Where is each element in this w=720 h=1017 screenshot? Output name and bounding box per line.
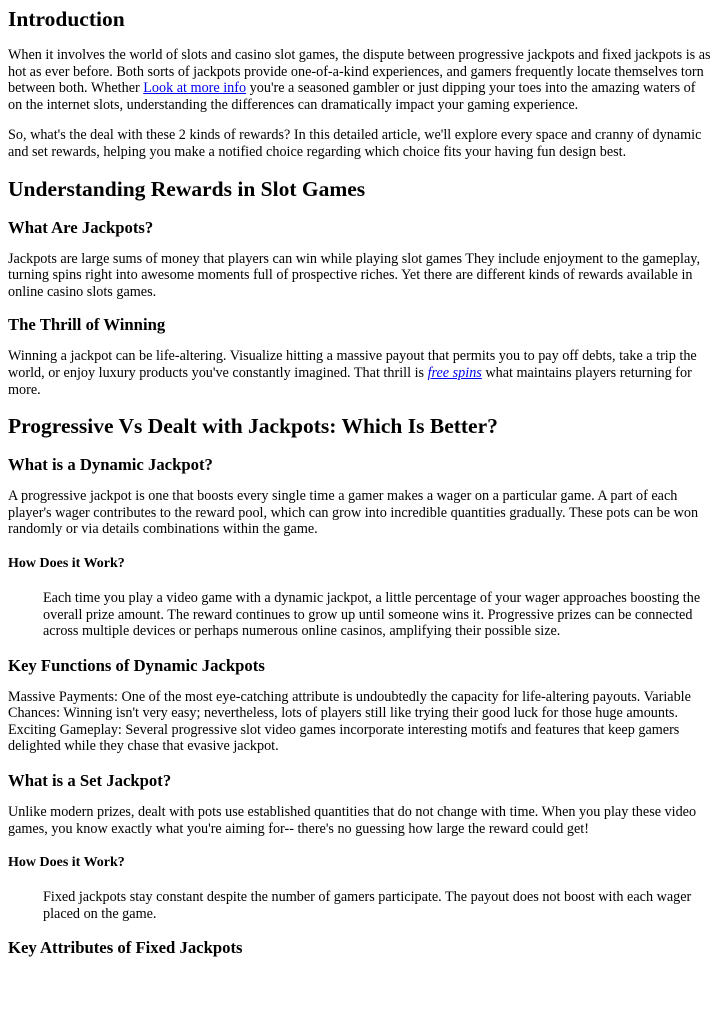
- thrill-text-a: Winning a jackpot can be life-altering. Visualize hitting a massive payout that permits you to pay off debts, take a trip the world, or enjoy luxury products you've constantly imagined. That thrill is: [8, 348, 697, 381]
- what-are-jackpots-paragraph: Jackpots are large sums of money that players can win while playing slot games They include enjoyment to the gameplay, turning spins right into awesome moments full of prospective riches. Yet there are different kinds of rewards available in online casino slots games.: [8, 250, 700, 300]
- how-does-it-work-quote-2: Fixed jackpots stay constant despite the number of gamers participate. The payout does not boost with each wager placed on the game.: [43, 889, 692, 922]
- free-spins-link[interactable]: free spins: [427, 364, 482, 381]
- thrill-text-b: what maintains players returning for more.: [8, 364, 692, 398]
- introduction-paragraph-1: [8, 47, 712, 113]
- set-jackpot-paragraph: Unlike modern prizes, dealt with pots use established quantities that do not change with time. When you play these video games, you know exactly what you're aiming for-- there's no guessing how large the reward could get!: [8, 804, 697, 837]
- key-functions-paragraph: Massive Payments: One of the most eye-catching attribute is undoubtedly the capacity for life-altering payouts. Variable Chances: Winning isn't very easy; nevertheless, lots of players still like trying their good luck for those huge amounts. Exciting Gameplay: Several progressive slot video games incorporate interesting motifs and features that keep gamers delighted while they chase that evasive jackpot.: [8, 688, 691, 755]
- thrill-of-winning-paragraph: [8, 348, 712, 398]
- what-are-jackpots-heading: What Are Jackpots?: [8, 217, 154, 237]
- introduction-paragraph-2: So, what's the deal with these 2 kinds of rewards? In this detailed article, we'll explore every space and cranny of dynamic and set rewards, helping you make a notified choice regarding which choice fits your having fun design best.: [8, 127, 702, 160]
- look-at-more-info-link[interactable]: Look at more info: [143, 80, 247, 97]
- key-attributes-heading: Key Attributes of Fixed Jackpots: [8, 938, 243, 958]
- intro-text-b: you're a seasoned gambler or just dipping your toes into the amazing waters of on the internet slots, understanding the differences can dramatically impact your gaming experience.: [8, 80, 696, 113]
- intro-text-a: When it involves the world of slots and casino slot games, the dispute between progressive jackpots and fixed jackpots is as hot as ever before. Both sorts of jackpots provide one-of-a-kind experiences, and gamers frequently locate themselves torn between both. Whether: [8, 47, 711, 97]
- comparison-heading: Progressive Vs Dealt with Jackpots: Which Is Better?: [8, 414, 498, 439]
- thrill-of-winning-heading: The Thrill of Winning: [8, 315, 166, 335]
- key-functions-heading: Key Functions of Dynamic Jackpots: [8, 655, 265, 675]
- dynamic-jackpot-heading: What is a Dynamic Jackpot?: [8, 455, 213, 475]
- how-does-it-work-heading-1: How Does it Work?: [8, 555, 125, 571]
- set-jackpot-heading: What is a Set Jackpot?: [8, 771, 172, 791]
- how-does-it-work-heading-2: How Does it Work?: [8, 855, 125, 871]
- understanding-heading: Understanding Rewards in Slot Games: [8, 176, 366, 201]
- introduction-heading: Introduction: [8, 7, 125, 31]
- dynamic-jackpot-paragraph: A progressive jackpot is one that boosts every single time a gamer makes a wager on a particular game. A part of each player's wager contributes to the reward pool, which can grow into incredible quantities gradually. These pots can be won randomly or via details combinations within the game.: [8, 488, 699, 538]
- how-does-it-work-quote-1: Each time you play a video game with a dynamic jackpot, a little percentage of your wager approaches boosting the overall prize amount. The reward continues to grow up until someone wins it. Progressive prizes can be connected across multiple devices or perhaps numerous online casinos, amplifying their possible size.: [43, 589, 701, 640]
